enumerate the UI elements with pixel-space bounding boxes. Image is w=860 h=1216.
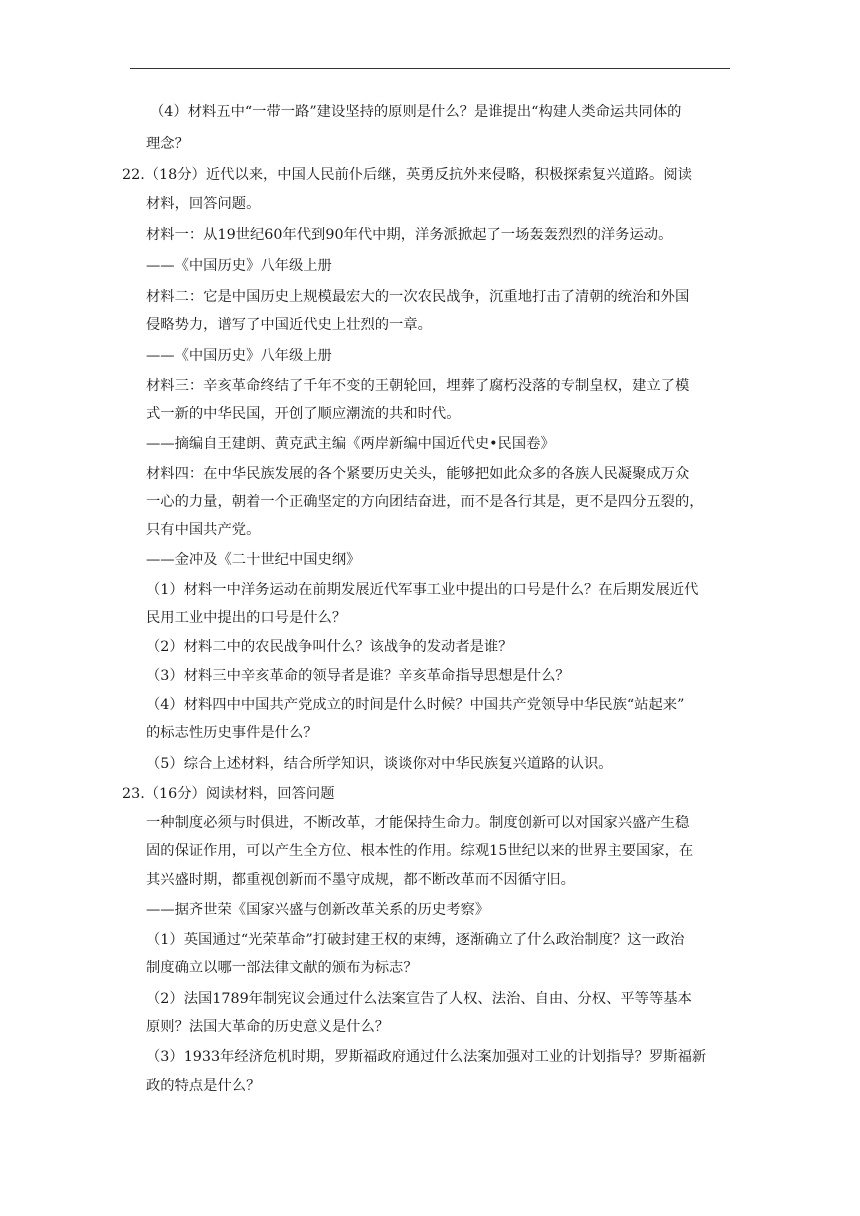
q22-material2-line1: 材料二：它是中国历史上规模最宏大的一次农民战争，沉重地打击了清朝的统治和外国 <box>146 289 690 305</box>
q21-sub4-line1: （4）材料五中“一带一路”建设坚持的原则是什么？是谁提出“构建人类命运共同体的 <box>150 104 682 120</box>
q23-passage-line1: 一种制度必须与时俱进，不断改革，才能保持生命力。制度创新可以对国家兴盛产生稳 <box>146 815 690 831</box>
q23-sub3-line2: 政的特点是什么？ <box>146 1078 261 1094</box>
q22-sub4-line1: （4）材料四中中国共产党成立的时间是什么时候？中国共产党领导中华民族“站起来” <box>146 697 685 713</box>
q23-passage-line3: 其兴盛时期，都重视创新而不墨守成规，都不断改革而不因循守旧。 <box>146 872 575 888</box>
q21-sub4-line2: 理念？ <box>146 136 189 152</box>
q22-material1-line1: 材料一：从19世纪60年代到90年代中期，洋务派掀起了一场轰轰烈烈的洋务运动。 <box>146 227 673 243</box>
q22-material4-source: ——金冲及《二十世纪中国史纲》 <box>146 552 361 568</box>
q23-passage-line2: 固的保证作用，可以产生全方位、根本性的作用。综观15世纪以来的世界主要国家，在 <box>146 843 694 859</box>
q22-material4-line1: 材料四：在中华民族发展的各个紧要历史关头，能够把如此众多的各族人民凝聚成万众 <box>146 466 690 482</box>
q22-header-line1: 22.（18分）近代以来，中国人民前仆后继，英勇反抗外来侵略，积极探索复兴道路。阅读 <box>122 167 692 183</box>
q23-sub1-line2: 制度确立以哪一部法律文献的颁布为标志？ <box>146 960 418 976</box>
q22-material3-line2: 式一新的中华民国，开创了顺应潮流的共和时代。 <box>146 406 461 422</box>
q23-sub3-line1: （3）1933年经济危机时期，罗斯福政府通过什么法案加强对工业的计划指导？罗斯福新 <box>146 1049 707 1065</box>
q22-sub4-line2: 的标志性历史事件是什么？ <box>146 725 318 741</box>
q22-sub1-line2: 民用工业中提出的口号是什么？ <box>146 610 347 626</box>
q23-sub2-line2: 原则？法国大革命的历史意义是什么？ <box>146 1019 390 1035</box>
q22-material3-line1: 材料三：辛亥革命终结了千年不变的王朝轮回，埋葬了腐朽没落的专制皇权，建立了模 <box>146 378 690 394</box>
q22-material4-line3: 只有中国共产党。 <box>146 522 261 538</box>
q23-sub2-line1: （2）法国1789年制宪议会通过什么法案宣告了人权、法治、自由、分权、平等等基本 <box>146 991 692 1007</box>
q22-material1-source: ——《中国历史》八年级上册 <box>146 258 332 274</box>
q22-sub1-line1: （1）材料一中洋务运动在前期发展近代军事工业中提出的口号是什么？在后期发展近代 <box>146 582 699 598</box>
q23-passage-source: ——据齐世荣《国家兴盛与创新改革关系的历史考察》 <box>146 902 490 918</box>
q22-material2-source: ——《中国历史》八年级上册 <box>146 348 332 364</box>
q22-material2-line2: 侵略势力，谱写了中国近代史上壮烈的一章。 <box>146 317 432 333</box>
q22-material3-source: ——摘编自王建朗、黄克武主编《两岸新编中国近代史•民国卷》 <box>146 436 555 452</box>
q22-sub3-line1: （3）材料三中辛亥革命的领导者是谁？辛亥革命指导思想是什么？ <box>146 668 570 684</box>
q22-material4-line2: 一心的力量，朝着一个正确坚定的方向团结奋进，而不是各行其是，更不是四分五裂的， <box>146 494 704 510</box>
q22-sub5-line1: （5）综合上述材料，结合所学知识，谈谈你对中华民族复兴道路的认识。 <box>146 756 613 772</box>
q22-header-line2: 材料，回答问题。 <box>146 196 261 212</box>
q23-header-line1: 23.（16分）阅读材料，回答问题 <box>122 786 335 802</box>
q23-sub1-line1: （1）英国通过“光荣革命”打破封建王权的束缚，逐渐确立了什么政治制度？这一政治 <box>146 932 685 948</box>
q22-sub2-line1: （2）材料二中的农民战争叫什么？该战争的发动者是谁？ <box>146 639 513 655</box>
